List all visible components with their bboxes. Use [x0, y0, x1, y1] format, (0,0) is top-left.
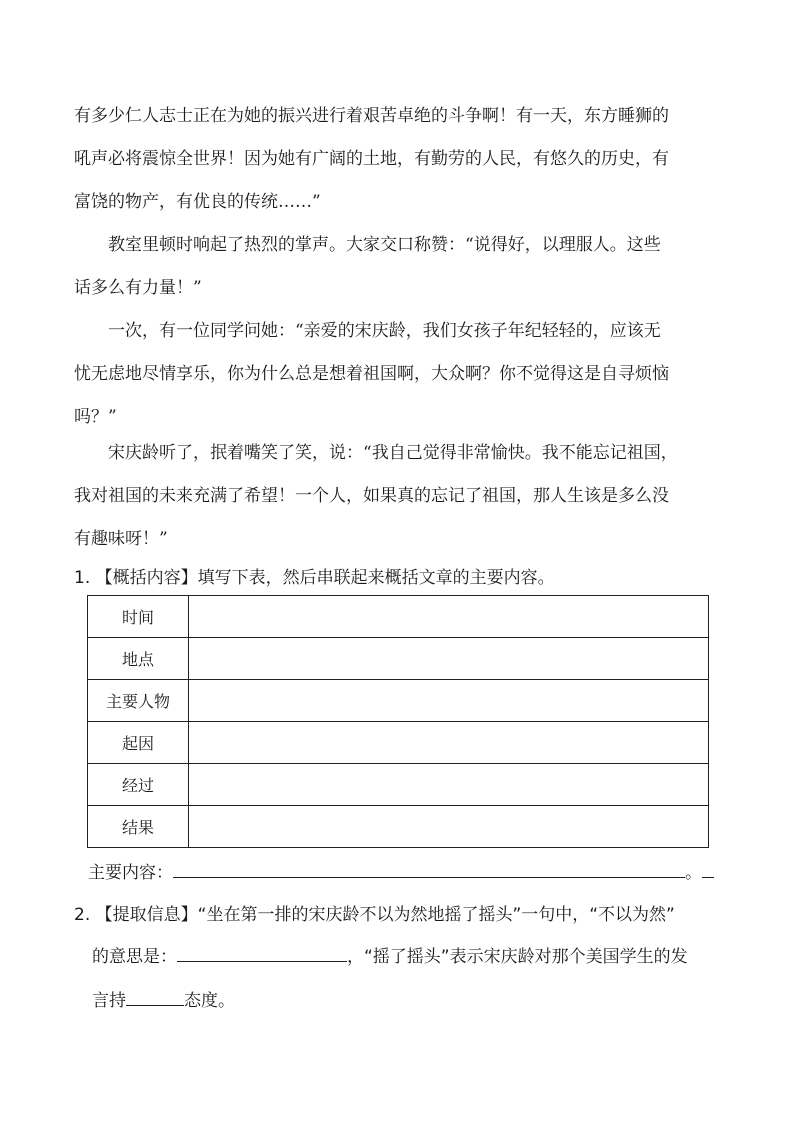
- question-text: 【提取信息】“坐在第一排的宋庆龄不以为然地摇了摇头”一句中，“不以为然”: [95, 905, 675, 925]
- passage-paragraph-4: [74, 432, 734, 561]
- passage-line: 吼声必将震惊全世界！因为她有广阔的土地，有勤劳的人民，有悠久的历史，有: [74, 149, 669, 169]
- question-number: 2.: [74, 905, 91, 925]
- passage-line: 教室里顿时响起了热烈的掌声。大家交口称赞：“说得好，以理服人。这些: [108, 235, 661, 255]
- table-row: [88, 806, 709, 848]
- question-text: 言持: [92, 991, 126, 1011]
- passage-line: 富饶的物产，有优良的传统……”: [74, 192, 321, 212]
- table-answer-cell-result[interactable]: [189, 806, 709, 848]
- passage-line: 吗？”: [74, 407, 117, 427]
- question-text: 【概括内容】填写下表，然后串联起来概括文章的主要内容。: [95, 568, 555, 588]
- question-2-line-3: [92, 986, 235, 1011]
- passage-line: 忧无虑地尽情享乐，你为什么总是想着祖国啊，大众啊？你不觉得这是自寻烦恼: [74, 364, 669, 384]
- question-2-line-2: [92, 942, 688, 967]
- summary-blank-tail: [702, 877, 714, 878]
- table-label-characters: 主要人物: [88, 680, 189, 722]
- table-label-time: 时间: [88, 596, 189, 638]
- question-number: 1.: [74, 568, 91, 588]
- passage-paragraph-1: [74, 95, 734, 224]
- passage-line: 一次，有一位同学问她：“亲爱的宋庆龄，我们女孩子年纪轻轻的，应该无: [108, 321, 661, 341]
- meaning-answer-blank[interactable]: [177, 961, 347, 962]
- passage-line: 我对祖国的未来充满了希望！一个人，如果真的忘记了祖国，那人生该是多么没: [74, 486, 669, 506]
- table-label-result: 结果: [88, 806, 189, 848]
- table-row: [88, 722, 709, 764]
- table-row: [88, 596, 709, 638]
- passage-paragraph-2: [74, 224, 734, 310]
- summary-blank[interactable]: [173, 877, 685, 878]
- table-label-place: 地点: [88, 638, 189, 680]
- question-1-prompt: [74, 563, 555, 588]
- summary-table: [87, 595, 709, 848]
- summary-label: 主要内容：: [88, 863, 173, 883]
- question-text: ，“摇了摇头”表示宋庆龄对那个美国学生的发: [347, 947, 688, 967]
- passage-line: 宋庆龄听了，抿着嘴笑了笑，说：“我自己觉得非常愉快。我不能忘记祖国，: [108, 443, 678, 463]
- table-label-process: 经过: [88, 764, 189, 806]
- table-answer-cell-process[interactable]: [189, 764, 709, 806]
- summary-end: 。: [685, 863, 702, 883]
- summary-answer-line: [88, 858, 714, 883]
- table-answer-cell-place[interactable]: [189, 638, 709, 680]
- question-2-line-1: [74, 900, 675, 925]
- passage-paragraph-3: [74, 310, 734, 439]
- passage-line: 有多少仁人志士正在为她的振兴进行着艰苦卓绝的斗争啊！有一天，东方睡狮的: [74, 106, 669, 126]
- attitude-answer-blank[interactable]: [126, 1005, 184, 1006]
- question-text: 的意思是：: [92, 947, 177, 967]
- table-row: [88, 764, 709, 806]
- table-label-cause: 起因: [88, 722, 189, 764]
- table-row: [88, 638, 709, 680]
- table-answer-cell-characters[interactable]: [189, 680, 709, 722]
- question-text: 态度。: [184, 991, 235, 1011]
- table-row: [88, 680, 709, 722]
- table-answer-cell-time[interactable]: [189, 596, 709, 638]
- passage-line: 有趣味呀！”: [74, 529, 168, 549]
- passage-line: 话多么有力量！”: [74, 278, 202, 298]
- table-answer-cell-cause[interactable]: [189, 722, 709, 764]
